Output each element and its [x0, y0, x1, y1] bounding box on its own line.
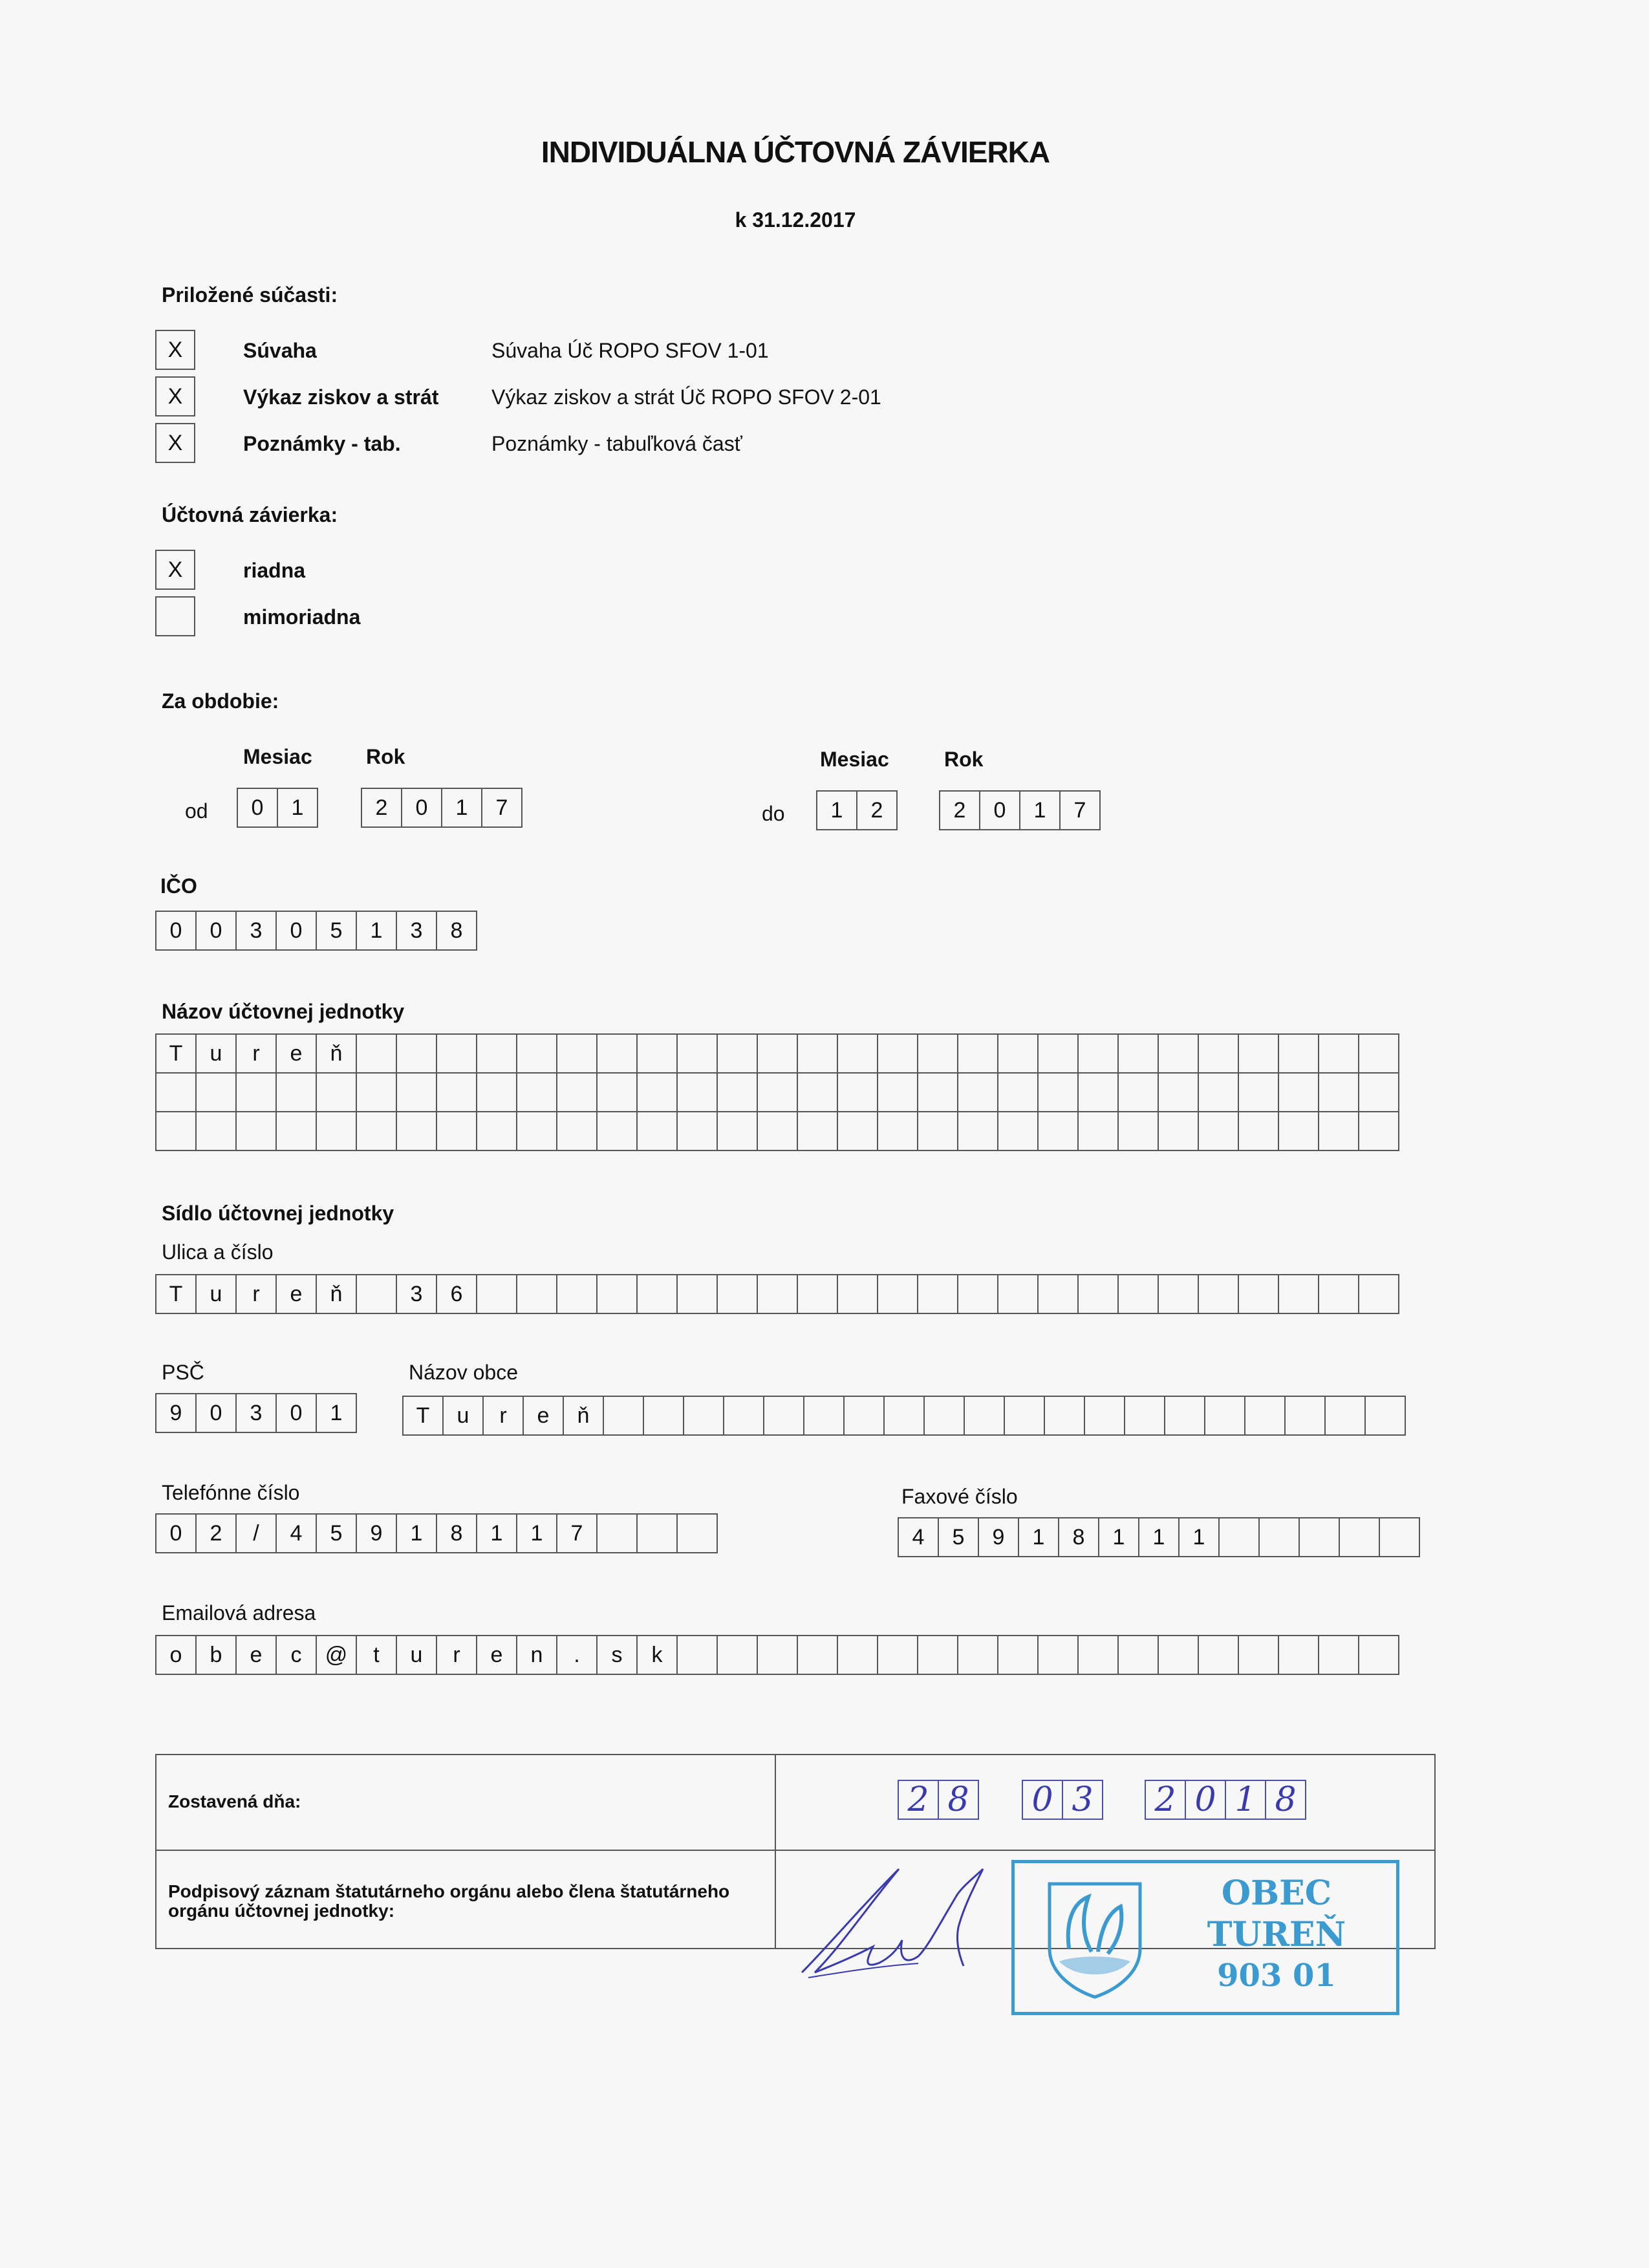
attachment-checkbox-poznamky[interactable]: X	[155, 423, 195, 463]
char-cell: 1	[1138, 1517, 1180, 1557]
char-cell	[596, 1111, 638, 1151]
fax-label: Faxové číslo	[901, 1485, 1018, 1508]
from-year-field[interactable]	[361, 788, 523, 828]
attachment-name: Poznámky - tab.	[243, 432, 401, 455]
stamp-line-2: TUREŇ	[1207, 1915, 1346, 1954]
attachment-desc: Poznámky - tabuľková časť	[491, 432, 742, 455]
attachment-checkbox-suvaha[interactable]: X	[155, 330, 195, 370]
closing-option-label: mimoriadna	[243, 605, 361, 629]
from-label: od	[185, 799, 208, 823]
char-cell: s	[596, 1635, 638, 1675]
char-cell	[476, 1033, 517, 1074]
char-cell	[1198, 1274, 1239, 1314]
char-cell	[596, 1072, 638, 1112]
char-cell: 9	[155, 1393, 197, 1433]
signature-scribble	[789, 1850, 1035, 1985]
char-cell	[757, 1072, 798, 1112]
char-cell	[1077, 1635, 1119, 1675]
char-cell: @	[316, 1635, 357, 1675]
char-cell	[717, 1111, 758, 1151]
document-title: INDIVIDUÁLNA ÚČTOVNÁ ZÁVIERKA	[541, 135, 1050, 169]
char-cell: c	[275, 1635, 317, 1675]
document-date: k 31.12.2017	[735, 208, 856, 232]
stamp-line-1: OBEC	[1221, 1874, 1332, 1913]
char-cell	[763, 1396, 804, 1436]
closing-option-label: riadna	[243, 559, 306, 582]
char-cell	[1339, 1517, 1380, 1557]
char-cell	[877, 1635, 918, 1675]
char-cell: 1	[1019, 790, 1061, 830]
unit-name-field[interactable]	[155, 1033, 1433, 1151]
char-cell	[723, 1396, 764, 1436]
address-heading: Sídlo účtovnej jednotky	[162, 1202, 394, 1225]
char-cell: u	[195, 1274, 237, 1314]
char-cell	[1164, 1396, 1205, 1436]
char-cell: e	[476, 1635, 517, 1675]
char-cell	[883, 1396, 925, 1436]
char-cell: r	[235, 1274, 277, 1314]
char-cell	[1278, 1635, 1319, 1675]
char-cell: T	[155, 1033, 197, 1074]
phone-label: Telefónne číslo	[162, 1481, 300, 1504]
to-year-field[interactable]	[939, 790, 1101, 830]
char-cell	[1238, 1274, 1279, 1314]
char-cell	[797, 1072, 838, 1112]
char-cell: 5	[938, 1517, 979, 1557]
char-cell: 0	[275, 911, 317, 951]
char-cell: 8	[1058, 1517, 1099, 1557]
char-cell: ň	[316, 1033, 357, 1074]
char-cell: n	[516, 1635, 557, 1675]
char-cell: 1	[396, 1513, 437, 1553]
char-cell: 1	[1225, 1780, 1266, 1820]
char-cell: 2	[1145, 1780, 1186, 1820]
char-cell: 1	[516, 1513, 557, 1553]
char-cell	[636, 1033, 678, 1074]
char-cell	[1324, 1396, 1366, 1436]
from-month-field[interactable]	[237, 788, 318, 828]
char-cell	[436, 1072, 477, 1112]
char-cell	[676, 1274, 718, 1314]
char-cell	[1318, 1072, 1359, 1112]
char-cell	[1117, 1111, 1159, 1151]
char-cell	[556, 1111, 598, 1151]
period-heading: Za obdobie:	[162, 689, 279, 713]
char-cell: 1	[476, 1513, 517, 1553]
char-cell	[396, 1033, 437, 1074]
char-cell	[837, 1033, 878, 1074]
char-cell	[797, 1111, 838, 1151]
coat-of-arms-icon	[1043, 1877, 1147, 2000]
char-cell	[797, 1033, 838, 1074]
char-cell: 9	[978, 1517, 1019, 1557]
stamp-line-3: 903 01	[1217, 1958, 1336, 1994]
char-cell	[436, 1111, 477, 1151]
char-cell	[1318, 1635, 1359, 1675]
char-cell	[1084, 1396, 1125, 1436]
char-cell	[1037, 1635, 1079, 1675]
char-cell: /	[235, 1513, 277, 1553]
email-field[interactable]	[155, 1635, 1399, 1675]
char-cell	[917, 1274, 958, 1314]
to-month-label: Mesiac	[820, 748, 889, 771]
char-cell: 1	[1178, 1517, 1220, 1557]
char-cell	[1158, 1111, 1199, 1151]
char-cell	[676, 1635, 718, 1675]
char-cell	[356, 1274, 397, 1314]
char-cell	[1318, 1274, 1359, 1314]
char-cell	[1198, 1635, 1239, 1675]
char-cell: ň	[316, 1274, 357, 1314]
char-cell: o	[155, 1635, 197, 1675]
char-cell	[476, 1072, 517, 1112]
char-cell: 0	[401, 788, 442, 828]
to-month-field[interactable]	[816, 790, 898, 830]
char-cell: r	[436, 1635, 477, 1675]
char-cell: 0	[275, 1393, 317, 1433]
char-cell	[1158, 1033, 1199, 1074]
char-cell	[717, 1274, 758, 1314]
compiled-year-field[interactable]	[1145, 1780, 1306, 1820]
char-cell	[957, 1033, 998, 1074]
char-cell	[636, 1274, 678, 1314]
char-cell	[1238, 1033, 1279, 1074]
char-cell: r	[235, 1033, 277, 1074]
char-cell	[476, 1274, 517, 1314]
char-cell: 3	[396, 911, 437, 951]
char-cell	[1117, 1635, 1159, 1675]
char-cell	[757, 1274, 798, 1314]
char-cell	[797, 1274, 838, 1314]
city-field[interactable]	[402, 1396, 1406, 1436]
char-cell	[957, 1274, 998, 1314]
char-cell	[596, 1274, 638, 1314]
char-cell	[556, 1072, 598, 1112]
char-cell	[1358, 1635, 1399, 1675]
char-cell	[1299, 1517, 1340, 1557]
char-cell	[797, 1635, 838, 1675]
char-cell	[757, 1111, 798, 1151]
email-label: Emailová adresa	[162, 1601, 316, 1625]
char-cell	[957, 1111, 998, 1151]
char-cell	[1244, 1396, 1286, 1436]
char-cell	[516, 1033, 557, 1074]
char-cell	[1238, 1111, 1279, 1151]
char-cell	[643, 1396, 684, 1436]
char-cell	[636, 1072, 678, 1112]
char-cell: 8	[436, 911, 477, 951]
fax-field[interactable]	[898, 1517, 1420, 1557]
char-cell	[235, 1072, 277, 1112]
char-cell	[396, 1072, 437, 1112]
char-cell	[997, 1072, 1039, 1112]
char-cell	[1318, 1033, 1359, 1074]
char-cell: e	[275, 1274, 317, 1314]
char-cell: e	[523, 1396, 564, 1436]
char-cell	[957, 1072, 998, 1112]
closing-checkbox-mimoriadna[interactable]	[155, 596, 195, 636]
char-cell: u	[396, 1635, 437, 1675]
char-cell	[1077, 1111, 1119, 1151]
char-cell: 2	[361, 788, 402, 828]
char-cell	[676, 1033, 718, 1074]
char-cell	[1124, 1396, 1165, 1436]
char-cell	[1284, 1396, 1326, 1436]
char-cell: 7	[1059, 790, 1101, 830]
closing-checkbox-riadna[interactable]: X	[155, 550, 195, 590]
compiled-day-field[interactable]	[898, 1780, 979, 1820]
char-cell	[1158, 1635, 1199, 1675]
char-cell	[396, 1111, 437, 1151]
char-cell	[1364, 1396, 1406, 1436]
char-cell	[877, 1033, 918, 1074]
char-cell	[356, 1033, 397, 1074]
char-cell	[843, 1396, 885, 1436]
char-cell	[877, 1072, 918, 1112]
char-cell: r	[482, 1396, 524, 1436]
char-cell	[235, 1111, 277, 1151]
char-cell	[964, 1396, 1005, 1436]
from-month-label: Mesiac	[243, 745, 312, 768]
street-field[interactable]	[155, 1274, 1399, 1314]
char-cell: 9	[356, 1513, 397, 1553]
char-cell: 4	[898, 1517, 939, 1557]
char-cell	[1158, 1072, 1199, 1112]
char-cell: 0	[155, 1513, 197, 1553]
closing-heading: Účtovná závierka:	[162, 503, 338, 526]
char-cell	[1037, 1072, 1079, 1112]
attachment-name: Výkaz ziskov a strát	[243, 385, 439, 409]
char-cell: 3	[1062, 1780, 1103, 1820]
char-cell	[1204, 1396, 1245, 1436]
char-cell	[837, 1274, 878, 1314]
attachment-checkbox-vykaz[interactable]: X	[155, 376, 195, 416]
char-cell	[1278, 1033, 1319, 1074]
char-cell	[316, 1111, 357, 1151]
char-cell	[683, 1396, 724, 1436]
char-cell: 2	[939, 790, 980, 830]
psc-field[interactable]	[155, 1393, 357, 1433]
char-cell	[476, 1111, 517, 1151]
char-cell	[356, 1111, 397, 1151]
char-cell	[155, 1111, 197, 1151]
char-cell: k	[636, 1635, 678, 1675]
char-cell	[837, 1111, 878, 1151]
char-cell: u	[442, 1396, 484, 1436]
char-cell: t	[356, 1635, 397, 1675]
char-cell	[997, 1274, 1039, 1314]
char-cell: 1	[356, 911, 397, 951]
compiled-month-field[interactable]	[1022, 1780, 1103, 1820]
char-cell: 1	[441, 788, 482, 828]
char-cell: 1	[1018, 1517, 1059, 1557]
to-label: do	[762, 802, 785, 825]
phone-field[interactable]	[155, 1513, 718, 1553]
char-cell	[1358, 1033, 1399, 1074]
char-cell	[917, 1033, 958, 1074]
char-cell	[837, 1072, 878, 1112]
char-cell	[676, 1513, 718, 1553]
char-cell: 1	[277, 788, 318, 828]
char-cell	[1198, 1111, 1239, 1151]
char-cell	[957, 1635, 998, 1675]
char-cell: 7	[556, 1513, 598, 1553]
char-cell: .	[556, 1635, 598, 1675]
char-cell	[923, 1396, 965, 1436]
char-cell: 0	[1022, 1780, 1063, 1820]
attachment-name: Súvaha	[243, 339, 317, 362]
char-cell	[917, 1111, 958, 1151]
char-cell	[1198, 1033, 1239, 1074]
char-cell	[1278, 1274, 1319, 1314]
char-cell	[1117, 1072, 1159, 1112]
char-cell	[997, 1635, 1039, 1675]
char-cell: 0	[1185, 1780, 1226, 1820]
char-cell: 0	[979, 790, 1020, 830]
char-cell	[1158, 1274, 1199, 1314]
char-cell	[1037, 1033, 1079, 1074]
char-cell	[516, 1072, 557, 1112]
unit-name-label: Názov účtovnej jednotky	[162, 1000, 405, 1023]
char-cell	[556, 1274, 598, 1314]
char-cell	[275, 1111, 317, 1151]
char-cell	[1117, 1274, 1159, 1314]
psc-label: PSČ	[162, 1361, 204, 1384]
char-cell: 1	[1098, 1517, 1139, 1557]
char-cell	[717, 1072, 758, 1112]
char-cell	[636, 1111, 678, 1151]
char-cell	[1037, 1111, 1079, 1151]
char-cell	[556, 1033, 598, 1074]
char-cell: u	[195, 1033, 237, 1074]
char-cell	[1238, 1635, 1279, 1675]
char-cell: 0	[237, 788, 278, 828]
char-cell	[195, 1111, 237, 1151]
char-cell: 2	[898, 1780, 939, 1820]
char-cell	[1358, 1274, 1399, 1314]
char-cell	[596, 1513, 638, 1553]
official-stamp	[1011, 1860, 1399, 2015]
char-cell: 8	[938, 1780, 979, 1820]
char-cell	[757, 1033, 798, 1074]
from-year-label: Rok	[366, 745, 405, 768]
signature-label: Podpisový záznam štatutárneho orgánu alebo člena štatutárneho orgánu účtovnej jednotky:	[168, 1881, 730, 1921]
char-cell	[275, 1072, 317, 1112]
char-cell	[316, 1072, 357, 1112]
char-cell	[1358, 1072, 1399, 1112]
char-cell: 0	[195, 911, 237, 951]
char-cell: 3	[235, 1393, 277, 1433]
char-cell: 1	[816, 790, 857, 830]
attachments-heading: Priložené súčasti:	[162, 283, 338, 307]
char-cell: 1	[316, 1393, 357, 1433]
char-cell	[676, 1072, 718, 1112]
char-cell	[1258, 1517, 1300, 1557]
char-cell	[997, 1033, 1039, 1074]
char-cell	[877, 1111, 918, 1151]
char-cell	[356, 1072, 397, 1112]
char-cell: 2	[856, 790, 898, 830]
char-cell	[717, 1635, 758, 1675]
char-cell	[1004, 1396, 1045, 1436]
char-cell: T	[402, 1396, 444, 1436]
char-cell	[757, 1635, 798, 1675]
char-cell	[1278, 1111, 1319, 1151]
char-cell	[1318, 1111, 1359, 1151]
char-cell	[516, 1111, 557, 1151]
char-cell: 3	[235, 911, 277, 951]
char-cell	[636, 1513, 678, 1553]
char-cell	[596, 1033, 638, 1074]
ico-label: IČO	[160, 874, 197, 898]
char-cell	[1077, 1033, 1119, 1074]
to-year-label: Rok	[944, 748, 984, 771]
char-cell: 8	[436, 1513, 477, 1553]
char-cell: 2	[195, 1513, 237, 1553]
char-cell	[1044, 1396, 1085, 1436]
char-cell	[1358, 1111, 1399, 1151]
compiled-label: Zostavená dňa:	[168, 1791, 301, 1811]
attachment-desc: Výkaz ziskov a strát Úč ROPO SFOV 2-01	[491, 385, 881, 409]
char-cell: 0	[195, 1393, 237, 1433]
char-cell	[1037, 1274, 1079, 1314]
char-cell: T	[155, 1274, 197, 1314]
char-cell	[1379, 1517, 1420, 1557]
attachment-desc: Súvaha Úč ROPO SFOV 1-01	[491, 339, 769, 362]
char-cell: 5	[316, 1513, 357, 1553]
street-label: Ulica a číslo	[162, 1240, 274, 1264]
char-cell	[1077, 1274, 1119, 1314]
char-cell	[1117, 1033, 1159, 1074]
city-label: Názov obce	[409, 1361, 518, 1384]
char-cell	[997, 1111, 1039, 1151]
char-cell: 3	[396, 1274, 437, 1314]
char-cell: 4	[275, 1513, 317, 1553]
char-cell: 6	[436, 1274, 477, 1314]
char-cell	[516, 1274, 557, 1314]
char-cell	[155, 1072, 197, 1112]
char-cell	[195, 1072, 237, 1112]
char-cell: e	[275, 1033, 317, 1074]
char-cell: e	[235, 1635, 277, 1675]
char-cell	[803, 1396, 845, 1436]
char-cell: 0	[155, 911, 197, 951]
char-cell	[1198, 1072, 1239, 1112]
char-cell	[717, 1033, 758, 1074]
char-cell	[1077, 1072, 1119, 1112]
char-cell	[837, 1635, 878, 1675]
char-cell	[1278, 1072, 1319, 1112]
ico-field[interactable]	[155, 911, 477, 951]
char-cell	[676, 1111, 718, 1151]
char-cell	[917, 1072, 958, 1112]
char-cell	[1238, 1072, 1279, 1112]
char-cell: 7	[481, 788, 523, 828]
char-cell: 5	[316, 911, 357, 951]
char-cell: ň	[563, 1396, 604, 1436]
char-cell	[436, 1033, 477, 1074]
char-cell	[1218, 1517, 1260, 1557]
char-cell: b	[195, 1635, 237, 1675]
char-cell	[917, 1635, 958, 1675]
char-cell: 8	[1265, 1780, 1306, 1820]
char-cell	[603, 1396, 644, 1436]
char-cell	[877, 1274, 918, 1314]
